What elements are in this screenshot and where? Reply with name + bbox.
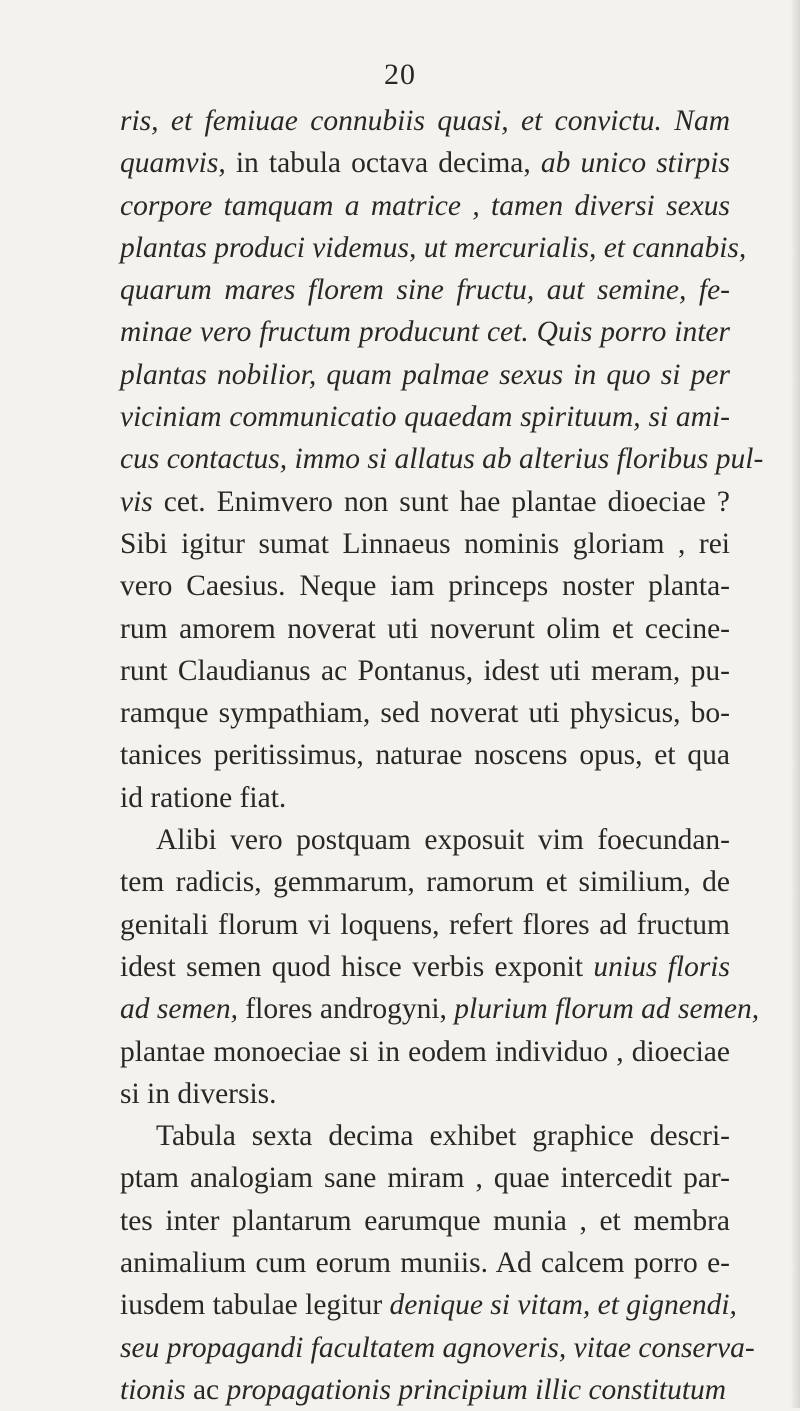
text-segment: corpore tamquam a matrice , tamen diversi sexus xyxy=(120,189,730,222)
text-line xyxy=(120,523,730,565)
text-segment: tem radicis, gemmarum, ramorum et similium, de xyxy=(120,866,730,899)
text-line xyxy=(120,650,730,692)
text-segment: si in diversis. xyxy=(120,1077,277,1110)
text-line xyxy=(120,1200,730,1242)
text-line xyxy=(120,1327,755,1369)
text-segment: tionis xyxy=(120,1373,186,1406)
page-number: 20 xyxy=(384,58,416,91)
text-line xyxy=(120,861,730,903)
text-line xyxy=(120,396,730,438)
page-edge-shadow xyxy=(790,0,800,1408)
text-line xyxy=(120,777,730,819)
text-line xyxy=(120,100,730,142)
text-line xyxy=(120,1031,730,1073)
text-line xyxy=(120,608,730,650)
text-line xyxy=(120,481,730,523)
text-segment: ptam analogiam sane miram , quae intercedit par- xyxy=(120,1162,730,1195)
text-line xyxy=(120,142,730,184)
text-segment: ramque sympathiam, sed noverat uti physicus, bo- xyxy=(120,697,730,730)
text-segment: flores androgyni, xyxy=(237,993,455,1026)
text-line xyxy=(120,904,730,946)
text-line xyxy=(120,1157,730,1199)
text-segment: iusdem tabulae legitur xyxy=(120,1289,390,1322)
text-line xyxy=(120,1115,730,1157)
text-segment: minae vero fructum producunt cet. Quis porro inter xyxy=(120,316,730,349)
text-segment: ab unico stirpis xyxy=(540,147,730,180)
text-segment: plantae monoeciae si in eodem individuo , dioeciae xyxy=(120,1035,730,1068)
text-segment: runt Claudianus ac Pontanus, idest uti meram, pu- xyxy=(120,654,730,687)
text-segment: vis xyxy=(120,485,153,518)
text-segment: ad semen, xyxy=(120,993,238,1026)
text-line xyxy=(120,988,760,1030)
text-segment: Alibi vero postquam exposuit vim foecundan- xyxy=(156,824,730,857)
text-line xyxy=(120,1369,730,1411)
text-line xyxy=(120,692,730,734)
text-segment: unius floris xyxy=(593,950,730,983)
text-line xyxy=(120,1242,730,1284)
text-segment: propagationis principium illic constitutum xyxy=(226,1373,727,1406)
text-segment: viciniam communicatio quaedam spirituum, si ami- xyxy=(120,401,730,434)
text-segment: Sibi igitur sumat Linnaeus nominis gloriam , rei xyxy=(120,527,730,560)
text-segment: tes inter plantarum earumque munia , et membra xyxy=(120,1204,730,1237)
text-segment: seu propagandi facultatem agnoveris, vitae conserva- xyxy=(120,1331,755,1364)
text-segment: id ratione fiat. xyxy=(120,781,287,814)
text-segment: vero Caesius. Neque iam princeps noster planta- xyxy=(120,570,730,603)
text-line xyxy=(120,565,730,607)
text-segment: cet. Enimvero non sunt hae plantae dioeciae ? xyxy=(152,485,730,518)
text-line xyxy=(120,1073,730,1115)
text-segment: denique si vitam, et gignendi, xyxy=(389,1289,737,1322)
text-line xyxy=(120,311,730,353)
body-text xyxy=(120,100,764,1411)
text-line xyxy=(120,734,730,776)
text-segment: quamvis, xyxy=(120,147,226,180)
text-segment: genitali florum vi loquens, refert flores ad fructum xyxy=(120,908,730,941)
text-segment: plurium florum ad semen, xyxy=(454,993,760,1026)
text-segment: idest semen quod hisce verbis exponit xyxy=(120,950,594,983)
text-segment: plantas nobilior, quam palmae sexus in quo si per xyxy=(120,358,730,391)
text-line xyxy=(120,1284,737,1326)
text-line xyxy=(120,819,730,861)
text-line xyxy=(120,227,747,269)
text-line xyxy=(120,946,730,988)
text-segment: animalium cum eorum muniis. Ad calcem porro e- xyxy=(120,1247,730,1280)
text-line xyxy=(120,185,730,227)
text-segment: quarum mares florem sine fructu, aut semine, fe- xyxy=(120,274,730,307)
text-line xyxy=(120,438,764,480)
text-segment: tanices peritissimus, naturae noscens opus, et qua xyxy=(120,739,730,772)
text-segment: Tabula sexta decima exhibet graphice descri- xyxy=(156,1120,730,1153)
text-segment: rum amorem noverat uti noverunt olim et cecine- xyxy=(120,612,730,645)
text-segment: ris, et femiuae connubiis quasi, et convictu. Nam xyxy=(120,105,730,137)
text-segment: cus contactus, immo si allatus ab alterius floribus pul- xyxy=(120,443,764,476)
text-segment: in tabula octava decima, xyxy=(225,147,541,180)
text-line xyxy=(120,269,730,311)
text-segment: ac xyxy=(185,1373,227,1406)
text-line xyxy=(120,354,730,396)
text-segment: plantas produci videmus, ut mercurialis, et cannabis, xyxy=(120,231,747,264)
